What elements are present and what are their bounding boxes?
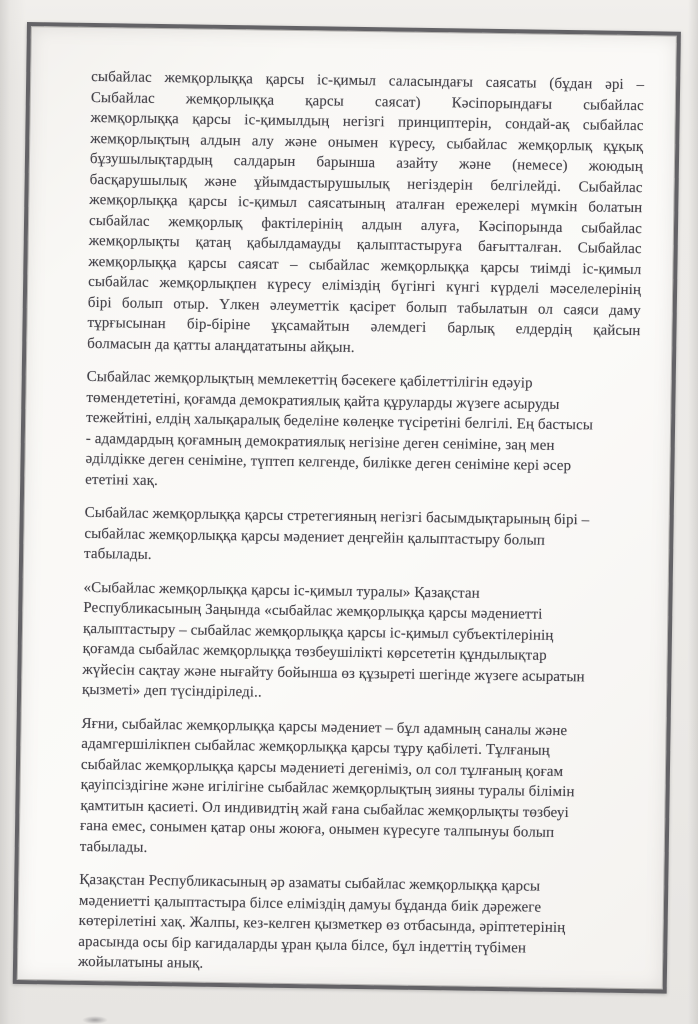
text-line: бұзушылықтардың салдарын барынша азайту және (немесе) жоюдың <box>89 150 644 176</box>
text-line: ететіні хақ. <box>85 471 159 489</box>
text-line: жемқорлықты қатаң қабылдамауды қалыптастыруға бағытталған. Сыбайлас <box>88 232 642 258</box>
text-line: ғана емес, сонымен қатар оны жоюға, онымен күресуге талпынуы болып <box>79 817 555 841</box>
text-line: тежейтіні, елдің халықаралық беделіне көлеңке түсіретіні белгілі. Ең бастысы <box>86 409 594 434</box>
paragraph <box>85 367 640 498</box>
text-line: жемқорлыққа қарсы саясат – сыбайлас жемқорлыққа қарсы тиімді іс-қимыл <box>88 253 642 278</box>
text-line: жемқорлыққа қарсы іс-қимылдың негізгі принциптерін, сондай-ақ сыбайлас <box>90 109 644 135</box>
text-line: табылады. <box>79 838 148 856</box>
text-line: Қазақстан Республикасының әр азаматы сыбайлас жемқорлыққа қарсы <box>79 871 541 895</box>
text-line: бірі болып отыр. Үлкен әлеуметтік қасірет болып табылатын ол саяси даму <box>87 294 641 319</box>
text-line: қызметі» деп түсіндіріледі.. <box>81 681 262 701</box>
text-line: жүйесін сақтау және нығайту бойынша өз құзыреті шегінде жүзеге асыратын <box>82 661 585 685</box>
text-line: сыбайлас жемқорлыққа қарсы іс-қимыл саласындағы саясаты (бұдан әрі – <box>91 68 645 94</box>
text-line: Яғни, сыбайлас жемқорлыққа қарсы мәдениет – бұл адамның саналы және <box>81 715 568 739</box>
text-line: «Сыбайлас жемқорлыққа қарсы іс-қимыл туралы» Қазақстан <box>83 579 480 602</box>
text-line: сыбайлас жемқорлыққа қарсы мәдениеті дегеніміз, ол сол тұлғаның қоғам <box>80 756 564 780</box>
paragraph <box>78 870 632 981</box>
page-border-frame <box>13 22 681 994</box>
text-line: басқарушылық және ұйымдастырушылық негіздерін белгілейді. Сыбайлас <box>89 171 643 196</box>
text-line: төмендететіні, қоғамда демократиялық қайта құруларды жүзеге асыруды <box>86 389 560 413</box>
text-line: көтерілетіні хақ. Жалпы, кез-келген қызметкер өз отбасында, әріптетерінің <box>78 912 566 937</box>
scan-edge-shadow <box>688 0 698 1024</box>
text-line: жемқорлыққа қарсы іс-қимыл саясатының аталған ережелері мүмкін болатын <box>89 191 643 217</box>
text-line: болмасын да қатты алаңдататыны айқын. <box>87 335 355 356</box>
text-line: қамтитын қасиеті. Ол индивидтің жай ғана сыбайлас жемқорлықты төзбеуі <box>80 797 569 821</box>
text-line: мәдениетті қалыптастыра білсе еліміздің дамуы бұданда биік дәрежеге <box>78 892 542 916</box>
text-line: қауіпсіздігіне және игілігіне сыбайлас жемқорлықтың зияны туралы білімін <box>80 776 575 801</box>
text-line: Сыбайлас жемқорлықтың мемлекеттің бәсекеге қабілеттілігін едәуір <box>86 368 533 392</box>
paragraph <box>80 713 635 865</box>
text-line: адамгершілікпен сыбайлас жемқорлыққа қарсы тұру қабілеті. Тұлғаның <box>81 735 550 759</box>
text-line: тұрғысынан бір-біріне ұқсамайтын әлемдегі барлық елдердің қайсын <box>87 314 641 340</box>
text-line: Республикасының Заңында «сыбайлас жемқорлыққа қарсы мәдениетті <box>83 599 543 623</box>
text-line: әділдікке деген сеніміне, түптеп келгенде, билікке деген сеніміне кері әсер <box>85 450 572 475</box>
paragraph <box>87 67 644 362</box>
text-line: арасында осы бір кагидаларды ұран қыла білсе, бұл індеттің түбімен <box>78 933 527 957</box>
text-line: қоғамда сыбайлас жемқорлыққа төзбеушілікті көрсететін құндылықтар <box>82 640 547 664</box>
text-line: сыбайлас жемқорлықпен күресу еліміздің бүгінгі күнгі күрделі мәселелерінің <box>88 273 642 299</box>
paragraph <box>84 503 638 573</box>
scan-smudge <box>82 1016 108 1024</box>
document-text <box>78 67 644 981</box>
text-line: - адамдардың қоғамның демократиялық негізіне деген сеніміне, заң мен <box>85 430 555 454</box>
text-line: Сыбайлас жемқорлыққа қарсы стретегияның негізгі басымдықтарының бірі – <box>84 504 590 529</box>
text-line: сыбайлас жемқорлық фактілерінің алдын алуға, Кәсіпорында сыбайлас <box>88 212 643 237</box>
paragraph <box>82 577 637 708</box>
text-line: сыбайлас жемқорлыққа қарсы мәдениет деңгейін қалыптастыру болып <box>84 525 546 549</box>
text-line: жемқорлықтың алдын алу және онымен күресу, сыбайлас жемқорлық құқық <box>90 130 644 155</box>
text-line: Сыбайлас жемқорлыққа қарсы саясат) Кәсіпорындағы сыбайлас <box>90 89 644 114</box>
text-line: жойылатыны анық. <box>77 953 204 972</box>
text-line: табылады. <box>83 545 152 563</box>
text-line: қалыптастыру – сыбайлас жемқорлыққа қарсы іс-қимыл субъектілерінің <box>82 620 554 644</box>
